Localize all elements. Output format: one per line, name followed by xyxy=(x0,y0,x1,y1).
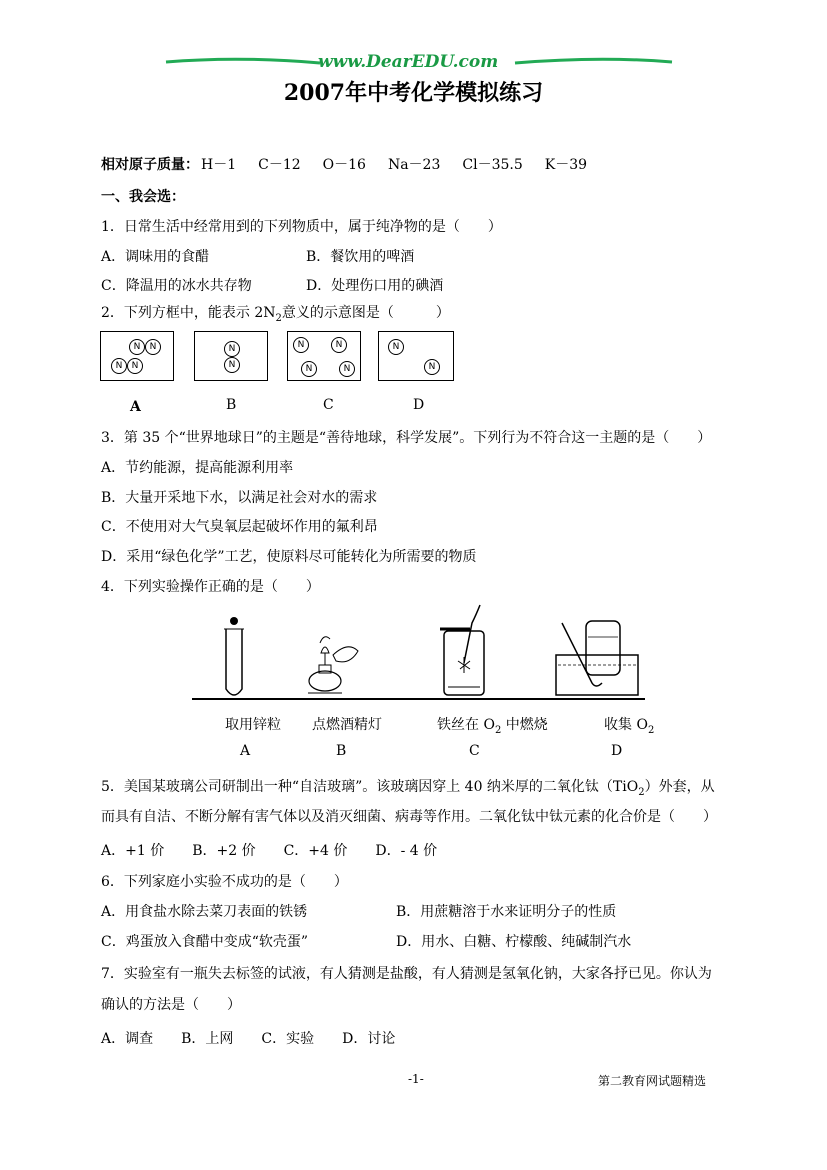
q1-stem: 1．日常生活中经常用到的下列物质中，属于纯净物的是（ ） xyxy=(101,219,502,235)
q2-label-c: C xyxy=(323,397,334,413)
q4-letter-d: D xyxy=(611,743,623,759)
q2-stem-post: 意义的示意图是（ ） xyxy=(281,305,450,321)
mass-cl: Cl－35.5 xyxy=(462,157,523,173)
section-heading: 一、我会选： xyxy=(101,189,185,205)
atom-n: N xyxy=(293,337,309,353)
q2-box-b xyxy=(194,331,268,381)
q4-caption-c-post: 中燃烧 xyxy=(501,717,548,733)
q3-option-c: C．不使用对大气臭氧层起破坏作用的氟利昂 xyxy=(101,519,378,535)
q4-caption-b: 点燃酒精灯 xyxy=(312,717,382,733)
q6-option-d: D．用水、白糖、柠檬酸、纯碱制汽水 xyxy=(396,934,632,950)
atom-n: N xyxy=(111,358,127,374)
atom-n: N xyxy=(127,358,143,374)
mass-h: H－1 xyxy=(201,157,237,173)
q1-option-a: A．调味用的食醋 xyxy=(101,249,210,265)
q4-caption-c-pre: 铁丝在 O xyxy=(437,717,495,733)
atom-n: N xyxy=(224,341,240,357)
q2-stem-sub: 2 xyxy=(275,312,282,324)
atom-n: N xyxy=(145,339,161,355)
q2-label-a: A xyxy=(130,399,141,415)
atomic-mass-label: 相对原子质量： xyxy=(101,157,199,173)
q7-options: A．调查 B．上网 C．实验 D．讨论 xyxy=(101,1031,396,1047)
q4-caption-a: 取用锌粒 xyxy=(225,717,281,733)
q4-caption-c-sub: 2 xyxy=(494,724,502,736)
q1-option-c: C．降温用的冰水共存物 xyxy=(101,278,252,294)
mass-o: O－16 xyxy=(322,157,366,173)
atom-n: N xyxy=(301,361,317,377)
q3-option-d: D．采用“绿色化学”工艺，使原料尽可能转化为所需要的物质 xyxy=(101,549,477,565)
q2-stem-pre: 2．下列方框中，能表示 2N xyxy=(101,305,276,321)
q2-label-b: B xyxy=(226,397,237,413)
q6-option-a: A．用食盐水除去菜刀表面的铁锈 xyxy=(101,904,308,920)
q3-option-b: B．大量开采地下水，以满足社会对水的需求 xyxy=(101,490,378,506)
atomic-mass-line xyxy=(101,154,609,174)
gas-jar-iron-wire-icon xyxy=(440,605,484,695)
q2-box-a xyxy=(100,331,174,381)
q4-letter-c: C xyxy=(469,743,480,759)
atom-n: N xyxy=(339,361,355,377)
q6-option-b: B．用蔗糖溶于水来证明分子的性质 xyxy=(396,904,617,920)
q5-line1-pre: 5．美国某玻璃公司研制出一种“自洁玻璃”。该玻璃因穿上 40 纳米厚的二氧化钛（TiO xyxy=(101,779,639,795)
atom-n: N xyxy=(424,359,440,375)
q4-caption-d-sub: 2 xyxy=(647,724,655,736)
footer-source: 第二教育网试题精选 xyxy=(598,1074,707,1088)
mass-c: C－12 xyxy=(258,157,301,173)
q5-options: A．+1 价 B．+2 价 C．+4 价 D．- 4 价 xyxy=(101,843,438,859)
q2-label-d: D xyxy=(413,397,425,413)
q3-option-a: A．节约能源，提高能源利用率 xyxy=(101,460,294,476)
q4-caption-c xyxy=(437,714,548,736)
q1-option-d: D．处理伤口用的碘酒 xyxy=(306,278,444,294)
page-title: 2007年中考化学模拟练习 xyxy=(283,80,544,106)
q5-line1 xyxy=(101,776,715,798)
q4-apparatus-figure xyxy=(190,603,650,708)
q4-caption-d xyxy=(604,714,654,736)
q4-letter-a: A xyxy=(240,743,251,759)
q1-option-b: B．餐饮用的啤酒 xyxy=(306,249,415,265)
q7-line2: 确认的方法是（ ） xyxy=(101,997,241,1013)
page-number: -1- xyxy=(408,1072,424,1086)
q2-box-c xyxy=(287,331,361,381)
q4-caption-d-pre: 收集 O xyxy=(604,717,648,733)
q6-stem: 6．下列家庭小实验不成功的是（ ） xyxy=(101,874,348,890)
atom-n: N xyxy=(224,357,240,373)
site-watermark: www.DearEDU.com xyxy=(318,52,499,72)
atom-n: N xyxy=(129,339,145,355)
q4-letter-b: B xyxy=(336,743,347,759)
mass-k: K－39 xyxy=(544,157,588,173)
q3-stem: 3．第 35 个“世界地球日”的主题是“善待地球，科学发展”。下列行为不符合这一主题的是（ ） xyxy=(101,430,712,446)
mass-na: Na－23 xyxy=(387,157,441,173)
q4-stem: 4．下列实验操作正确的是（ ） xyxy=(101,579,320,595)
alcohol-lamp-icon xyxy=(308,637,358,693)
test-tube-icon xyxy=(224,617,244,695)
q6-option-c: C．鸡蛋放入食醋中变成“软壳蛋” xyxy=(101,934,309,950)
q7-line1: 7．实验室有一瓶失去标签的试液，有人猜测是盐酸，有人猜测是氢氧化钠，大家各抒已见。你认为 xyxy=(101,966,712,982)
atom-n: N xyxy=(331,337,347,353)
atom-n: N xyxy=(388,339,404,355)
q5-line1-sub: 2 xyxy=(638,786,645,798)
q2-box-d xyxy=(378,331,454,381)
q5-line2: 而具有自洁、不断分解有害气体以及消灭细菌、病毒等作用。二氧化钛中钛元素的化合价是（ ） xyxy=(101,809,717,825)
q2-stem xyxy=(101,302,450,324)
gas-collection-icon xyxy=(556,621,638,695)
q5-line1-post: ）外套，从 xyxy=(644,779,715,795)
